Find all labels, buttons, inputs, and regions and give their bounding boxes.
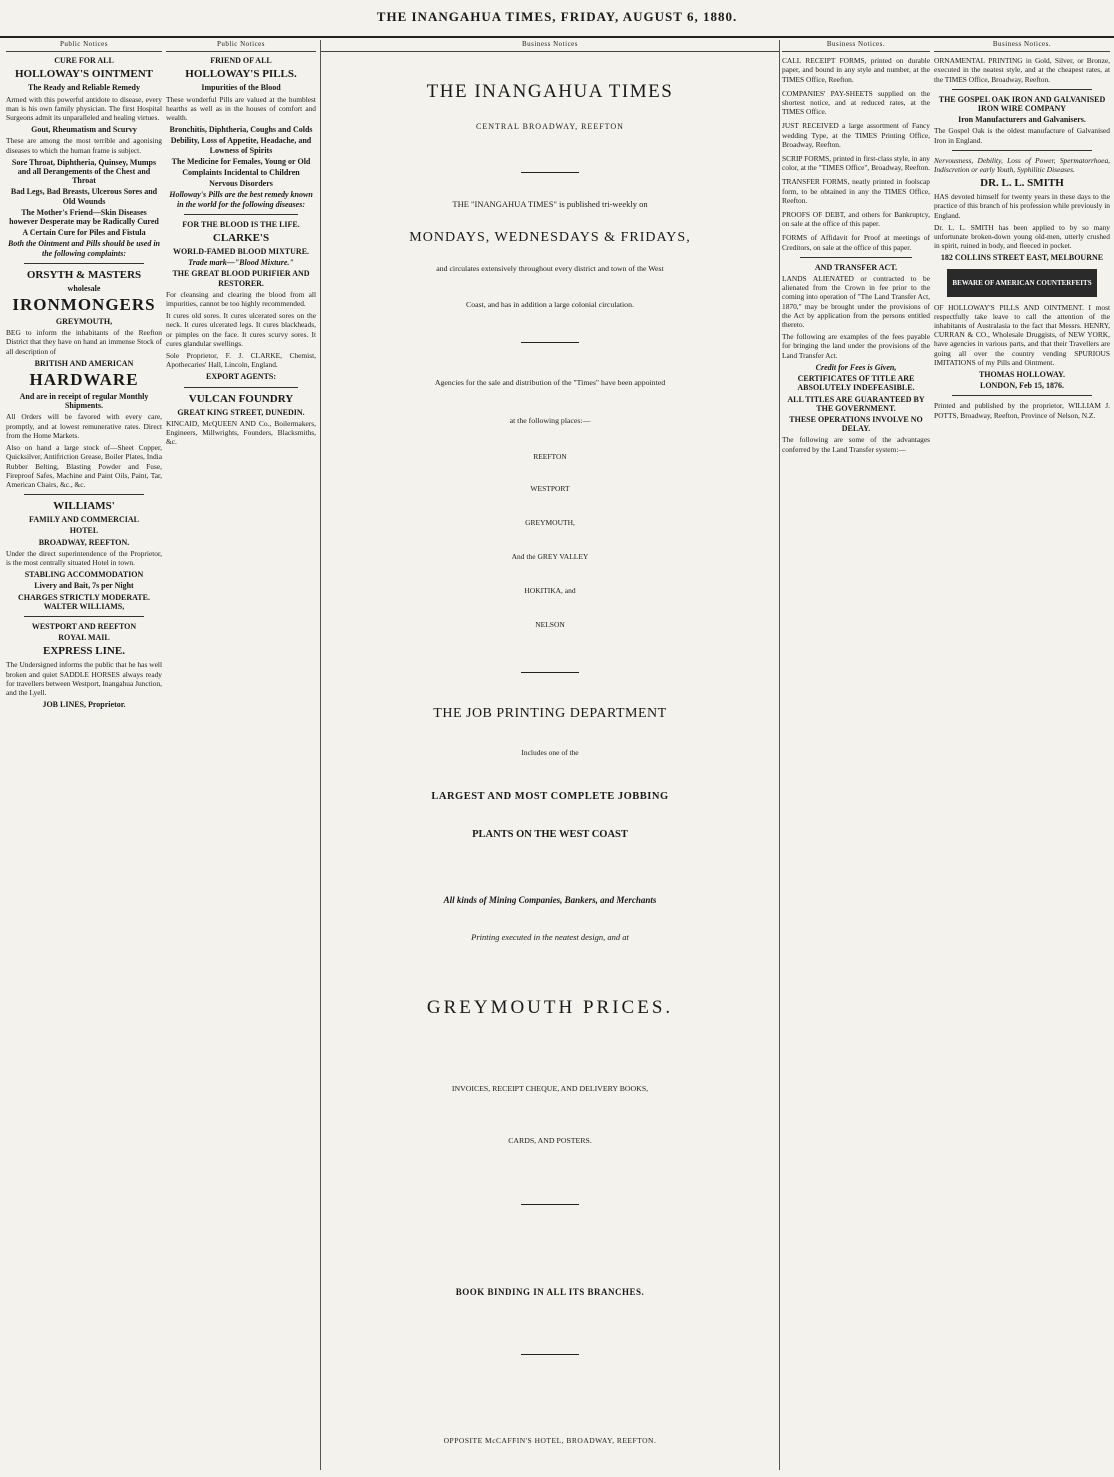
- ad-subtitle: Impurities of the Blood: [201, 83, 281, 93]
- notice: CALL RECEIPT FORMS, printed on durable paper, and bound in any style and number, at the TIMES Office, Reefton.: [782, 56, 930, 84]
- circulation-line-1: and circulates extensively throughout every district and town of the West: [436, 264, 664, 273]
- notice-heading: AND TRANSFER ACT.: [814, 262, 898, 272]
- divider: [24, 263, 144, 264]
- ad-name: CLARKE'S: [212, 232, 270, 245]
- ad-line: And are in receipt of regular Monthly Shipments.: [19, 392, 149, 411]
- ad-line: STABLING ACCOMMODATION: [24, 570, 144, 580]
- column-2-heading: Public Notices: [166, 40, 316, 52]
- ad-subtitle: Iron Manufacturers and Galvanisers.: [958, 115, 1086, 125]
- invoices-line: INVOICES, RECEIPT CHEQUE, AND DELIVERY BOOKS,: [451, 1084, 649, 1093]
- ad-heading: Nervous Disorders: [209, 179, 273, 189]
- ad-body: All Orders will be favored with every care, promptly, and at lowest remunerative rates. Direct from the Home Markets.: [6, 412, 162, 440]
- vulcan-foundry-ad: [166, 393, 316, 447]
- notice: SCRIP FORMS, printed in first-class style, in any color, at the "TIMES Office", Broadway, Reefton.: [782, 154, 930, 173]
- ad-subtitle: FAMILY AND COMMERCIAL: [29, 515, 139, 525]
- ad-address: BROADWAY, REEFTON.: [38, 537, 130, 547]
- cards-line: CARDS, AND POSTERS.: [508, 1136, 592, 1145]
- imprint: Printed and published by the proprietor, WILLIAM J. POTTS, Broadway, Reefton, Province of Nelson, N.Z.: [934, 401, 1110, 420]
- divider: [521, 172, 579, 173]
- job-printing-heading: THE JOB PRINTING DEPARTMENT: [433, 706, 667, 721]
- ad-body: The Undersigned informs the public that he has well broken and quiet SADDLE HORSES always ready for travellers between Westport, Inangahua Junction, and the Lyell.: [6, 660, 162, 697]
- ad-line: Livery and Bait, 7s per Night: [34, 581, 134, 591]
- notice-subheading: Credit for Fees is Given,: [815, 362, 897, 372]
- ad-line: CHARGES STRICTLY MODERATE. WALTER WILLIAMS,: [18, 592, 150, 611]
- ad-body: For cleansing and clearing the blood from all impurities, cannot be too highly recommended.: [166, 289, 316, 309]
- paper-address: CENTRAL BROADWAY, REEFTON: [476, 122, 624, 131]
- ad-signature: THOMAS HOLLOWAY.: [978, 370, 1066, 380]
- ad-date: LONDON, Feb 15, 1876.: [980, 381, 1064, 391]
- ad-heading: Gout, Rheumatism and Scurvy: [31, 125, 137, 135]
- ad-heading: The Mother's Friend—Skin Diseases however Desperate may be Radically Cured: [9, 207, 159, 227]
- royal-mail-ad: [6, 622, 162, 709]
- ad-body: KINCAID, McQUEEN AND Co., Boilermakers, Engineers, Millwrights, Founders, Blacksmiths, &c.: [166, 418, 316, 447]
- holloways-ointment-ad: [6, 56, 162, 258]
- notice: COMPANIES' PAY-SHEETS supplied on the shortest notice, and at reduced rates, at the TIMES Office.: [782, 88, 930, 117]
- ad-body: Also on hand a large stock of—Sheet Copper, Quicksilver, Antifriction Grease, Boiler Plates, India Rubber Belting, Blasting Powder and Fuse, Fireproof Safes, Machine and Paint Oils, Paint, Tar, American Chairs, &c., &c.: [6, 443, 162, 489]
- ad-title: CURE FOR ALL: [54, 56, 114, 66]
- divider: [521, 1204, 579, 1205]
- williams-hotel-ad: [6, 500, 162, 611]
- agencies-text: Agencies for the sale and distribution of the "Times" have been appointed: [434, 378, 666, 387]
- agency-town: GREYMOUTH,: [525, 518, 575, 527]
- places-text: at the following places:—: [509, 416, 591, 425]
- notice: JUST RECEIVED a large assortment of Fancy wedding Type, at the TIMES Printing Office, Broadway, Reefton.: [782, 121, 930, 149]
- column-5: [934, 40, 1110, 1470]
- notice: ORNAMENTAL PRINTING in Gold, Silver, or Bronze, executed in the neatest style, and at the cheapest rates, at the TIMES Office, Broadway, Reefton.: [934, 56, 1110, 84]
- notice-body: LANDS ALIENATED or contracted to be alienated from the Crown in fee prior to the coming into operation of "The Land Transfer Act, 1870," may be brought under the provisions of the Act by application from the persons entitled thereto.: [782, 274, 930, 330]
- ad-body: Sole Proprietor, F. J. CLARKE, Chemist, Apothecaries' Hall, Lincoln, England.: [166, 351, 316, 370]
- ad-name: HOLLOWAY'S OINTMENT: [14, 68, 154, 81]
- greymouth-prices: GREYMOUTH PRICES.: [426, 997, 674, 1018]
- ad-title: FRIEND OF ALL: [210, 56, 272, 66]
- land-transfer-notice: [782, 263, 930, 454]
- divider: [521, 342, 579, 343]
- notice-subheading: ALL TITLES ARE GUARANTEED BY THE GOVERNMENT.: [787, 394, 925, 413]
- notice-body: The following are some of the advantages conferred by the Land Transfer system:—: [782, 435, 930, 454]
- ad-name: WESTPORT AND REEFTON: [31, 621, 137, 631]
- ad-heading: EXPORT AGENTS:: [205, 372, 277, 382]
- ad-signature: JOB LINES, Proprietor.: [42, 700, 126, 710]
- agency-town: WESTPORT: [530, 484, 570, 493]
- column-2: [166, 40, 316, 1470]
- ad-line: BRITISH AND AMERICAN: [34, 358, 134, 368]
- ad-address: 182 COLLINS STREET EAST, MELBOURNE: [940, 253, 1104, 263]
- ad-subtitle: wholesale: [67, 283, 101, 293]
- column-4: [782, 40, 930, 1470]
- ad-heading: Bad Legs, Bad Breasts, Ulcerous Sores and Old Wounds: [10, 187, 158, 206]
- ad-body: Armed with this powerful antidote to disease, every man is his own family physician. The first Hospital Surgeons admit its unparalleled and healing virtues.: [6, 94, 162, 123]
- masthead-title: THE INANGAHUA TIMES, FRIDAY, AUGUST 6, 1880.: [376, 9, 738, 24]
- ad-subtitle: WORLD-FAMED BLOOD MIXTURE.: [172, 247, 310, 257]
- counterfeits-banner: BEWARE OF AMERICAN COUNTERFEITS: [947, 269, 1097, 297]
- forsyth-masters-ad: [6, 269, 162, 489]
- masthead: [0, 0, 1114, 38]
- column-3-heading: Business Notices: [321, 40, 779, 52]
- holloways-pills-ad: [166, 56, 316, 209]
- ad-big-title: IRONMONGERS: [12, 295, 156, 315]
- notice-subheading: THESE OPERATIONS INVOLVE NO DELAY.: [789, 414, 923, 434]
- notice: FORMS of Affidavit for Proof at meetings of Creditors, on sale at the office of this paper.: [782, 233, 930, 252]
- ad-subtitle: The Ready and Reliable Remedy: [28, 83, 140, 93]
- divider: [521, 1354, 579, 1355]
- column-5-heading: Business Notices.: [934, 40, 1110, 52]
- ad-heading: Both the Ointment and Pills should be used in the following complaints:: [7, 239, 161, 258]
- divider: [24, 494, 144, 495]
- column-1: [6, 40, 162, 1470]
- agency-town: NELSON: [535, 620, 565, 629]
- ad-heading: A Certain Cure for Piles and Fistula: [22, 228, 146, 238]
- clarkes-blood-mixture-ad: [166, 220, 316, 382]
- divider: [184, 387, 298, 388]
- column-3-times-notice: [320, 40, 780, 1470]
- ad-name: THE GOSPEL OAK IRON AND GALVANISED IRON WIRE COMPANY: [938, 94, 1106, 114]
- agency-town: REEFTON: [533, 452, 567, 461]
- divider: [24, 616, 144, 617]
- ad-body: It cures old sores. It cures ulcerated sores on the neck. It cures ulcerated legs. It cures blackheads, or pimples on the face. It cures scurvy sores. It cures glandular swellings.: [166, 311, 316, 348]
- office-address: OPPOSITE McCAFFIN'S HOTEL, BROADWAY, REEFTON.: [443, 1436, 657, 1445]
- publication-days: MONDAYS, WEDNESDAYS & FRIDAYS,: [409, 230, 691, 245]
- ad-big-title: HARDWARE: [29, 370, 139, 390]
- ad-name: ORSYTH & MASTERS: [26, 268, 142, 281]
- divider: [952, 89, 1092, 90]
- circulation-line-2: Coast, and has in addition a large colonial circulation.: [466, 300, 634, 309]
- ad-line: EXPRESS LINE.: [43, 645, 125, 658]
- ad-heading: The Medicine for Females, Young or Old: [171, 156, 311, 166]
- ad-body: HAS devoted himself for twenty years in these days to the practice of this branch of his profession while previously in England.: [934, 192, 1110, 220]
- ad-body: These are among the most terrible and agonising diseases to which the human frame is subject.: [6, 136, 162, 155]
- ad-body: Dr. L. L. SMITH has been applied to by so many unfortunate broken-down young old-men, utterly crushed in spirit, ruined in body, and fleeced in pocket.: [934, 222, 1110, 251]
- dr-smith-ad: [934, 156, 1110, 263]
- agency-town: HOKITIKA, and: [524, 586, 576, 595]
- publication-notice: THE "INANGAHUA TIMES" is published tri-weekly on: [452, 199, 648, 209]
- ad-trademark: Trade mark—"Blood Mixture.": [188, 258, 294, 268]
- holloway-warning-ad: [934, 303, 1110, 391]
- ad-address: GREAT KING STREET, DUNEDIN.: [177, 407, 305, 417]
- ad-subtitle: ROYAL MAIL: [58, 633, 110, 643]
- paper-title: THE INANGAHUA TIMES: [426, 81, 674, 102]
- divider: [184, 214, 298, 215]
- ad-body: The Gospel Oak is the oldest manufacture of Galvanised Iron in England.: [934, 126, 1110, 145]
- divider: [952, 395, 1092, 396]
- agency-town: And the GREY VALLEY: [511, 552, 589, 561]
- column-1-heading: Public Notices: [6, 40, 162, 52]
- ad-heading: Bronchitis, Diphtheria, Coughs and Colds: [169, 125, 313, 135]
- ad-heading: Debility, Loss of Appetite, Headache, and Lowness of Spirits: [170, 136, 312, 155]
- ad-body: Under the direct superintendence of the Proprietor, is the most centrally situated Hotel in town.: [6, 548, 162, 567]
- gospel-oak-ad: [934, 95, 1110, 145]
- divider: [521, 672, 579, 673]
- largest-plant-line: LARGEST AND MOST COMPLETE JOBBING: [431, 791, 669, 802]
- ad-name: HOLLOWAY'S PILLS.: [185, 68, 297, 81]
- ad-body: OF HOLLOWAY'S PILLS AND OINTMENT. I most respectfully take leave to call the attention of the inhabitants of Australasia to the fact that Messrs. HENRY, CURRAN & CO., Wholesale Druggists, of NEW YORK, have agencies in various parts, and that their Travellers are going all over the country vending SPURIOUS IMITATIONS of my Pills and Ointment.: [934, 302, 1110, 367]
- ad-body: These wonderful Pills are valued at the humblest hearths as well as in the houses of comfort and wealth.: [166, 94, 316, 123]
- ad-subtitle: HOTEL: [69, 526, 99, 536]
- ad-body: BEG to inform the inhabitants of the Reefton District that they have on hand an immense Stock of all description of: [6, 328, 162, 356]
- ad-heading: Holloway's Pills are the best remedy known in the world for the following diseases:: [169, 190, 313, 209]
- ad-place: GREYMOUTH,: [55, 317, 113, 327]
- ad-title: FOR THE BLOOD IS THE LIFE.: [182, 219, 300, 229]
- column-4-heading: Business Notices.: [782, 40, 930, 52]
- ad-name: VULCAN FOUNDRY: [188, 392, 294, 405]
- divider: [952, 150, 1092, 151]
- ad-heading: THE GREAT BLOOD PURIFIER AND RESTORER.: [172, 269, 310, 288]
- ad-body: Nervousness, Debility, Loss of Power, Spermatorrhoea, Indiscretion or early Youth, Syphilitic Diseases.: [934, 155, 1110, 175]
- notice: PROOFS OF DEBT, and others for Bankruptcy, on sale at the office of this paper.: [782, 210, 930, 229]
- plants-line: PLANTS ON THE WEST COAST: [472, 829, 628, 840]
- notice-body: The following are examples of the fees payable for bringing the land under the provisions of the Land Transfer Act.: [782, 332, 930, 360]
- all-kinds-line: All kinds of Mining Companies, Bankers, and Merchants: [443, 895, 657, 905]
- notice: TRANSFER FORMS, neatly printed in foolscap form, to be obtained in any the TIMES Office, Reefton.: [782, 177, 930, 205]
- ad-name: WILLIAMS': [53, 500, 115, 513]
- book-binding-line: BOOK BINDING IN ALL ITS BRANCHES.: [455, 1287, 645, 1297]
- ad-heading: Complaints Incidental to Children: [182, 168, 300, 178]
- includes-text: Includes one of the: [521, 748, 579, 757]
- ad-heading: Sore Throat, Diphtheria, Quinsey, Mumps and all Derangements of the Chest and Throat: [11, 157, 157, 186]
- printing-line: Printing executed in the neatest design, and at: [471, 932, 629, 942]
- notice-subheading: CERTIFICATES OF TITLE ARE ABSOLUTELY INDEFEASIBLE.: [797, 374, 915, 393]
- divider: [800, 257, 912, 258]
- ad-name: DR. L. L. SMITH: [980, 177, 1064, 190]
